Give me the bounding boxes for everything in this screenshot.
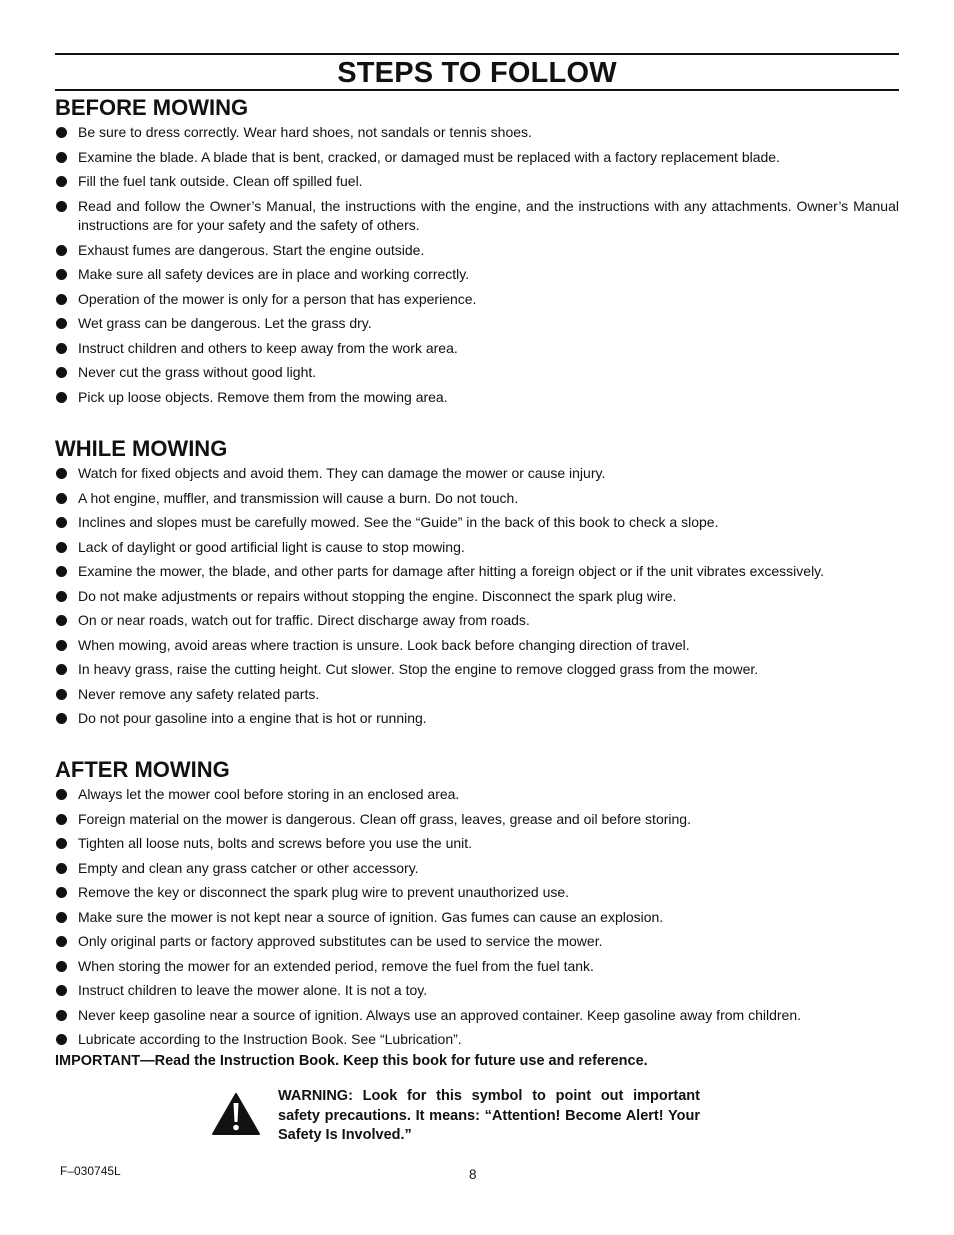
page-title: STEPS TO FOLLOW <box>337 57 617 89</box>
bullet-icon <box>56 985 67 996</box>
important-note: IMPORTANT—Read the Instruction Book. Keep this book for future use and reference. <box>55 1053 648 1069</box>
list-item: Inclines and slopes must be carefully mowed. See the “Guide” in the back of this book to check a slope. <box>55 513 899 533</box>
list-item: Do not pour gasoline into a engine that is hot or running. <box>55 709 899 729</box>
list-item: Fill the fuel tank outside. Clean off spilled fuel. <box>55 172 899 192</box>
list-item: When storing the mower for an extended period, remove the fuel from the fuel tank. <box>55 957 899 977</box>
bullet-icon <box>56 493 67 504</box>
bullet-icon <box>56 664 67 675</box>
bullet-icon <box>56 789 67 800</box>
list-item: Empty and clean any grass catcher or other accessory. <box>55 859 899 879</box>
bullet-icon <box>56 640 67 651</box>
list-item: Do not make adjustments or repairs without stopping the engine. Disconnect the spark plug wire. <box>55 587 899 607</box>
list-item: Instruct children and others to keep away from the work area. <box>55 339 899 359</box>
list-item: Instruct children to leave the mower alone. It is not a toy. <box>55 981 899 1001</box>
list-item: Remove the key or disconnect the spark plug wire to prevent unauthorized use. <box>55 883 899 903</box>
list-item: On or near roads, watch out for traffic. Direct discharge away from roads. <box>55 611 899 631</box>
bullet-icon <box>56 176 67 187</box>
bullet-icon <box>56 591 67 602</box>
list-item: In heavy grass, raise the cutting height. Cut slower. Stop the engine to remove clogged grass from the mower. <box>55 660 899 680</box>
list-item: Exhaust fumes are dangerous. Start the engine outside. <box>55 241 899 261</box>
bullet-icon <box>56 294 67 305</box>
bullet-icon <box>56 566 67 577</box>
list-item: Be sure to dress correctly. Wear hard shoes, not sandals or tennis shoes. <box>55 123 899 143</box>
bullet-icon <box>56 615 67 626</box>
section-while-mowing <box>55 436 899 734</box>
section-heading: BEFORE MOWING <box>55 95 249 120</box>
bullet-icon <box>56 152 67 163</box>
bullet-icon <box>56 392 67 403</box>
warning-text: WARNING: Look for this symbol to point out important safety precautions. It means: “Attention! Become Alert! Your Safety Is Involved.” <box>278 1088 700 1143</box>
list-item: Foreign material on the mower is dangerous. Clean off grass, leaves, grease and oil before storing. <box>55 810 899 830</box>
page-number: 8 <box>469 1167 477 1182</box>
list-item: Lubricate according to the Instruction Book. See “Lubrication”. <box>55 1030 899 1050</box>
bullet-icon <box>56 343 67 354</box>
section-heading: WHILE MOWING <box>55 436 228 461</box>
bullet-icon <box>56 1034 67 1045</box>
bullet-list <box>55 785 899 1050</box>
list-item: Pick up loose objects. Remove them from the mowing area. <box>55 388 899 408</box>
bullet-icon <box>56 318 67 329</box>
list-item: Never remove any safety related parts. <box>55 685 899 705</box>
section-before-mowing <box>55 95 899 412</box>
list-item: Only original parts or factory approved substitutes can be used to service the mower. <box>55 932 899 952</box>
bullet-list <box>55 464 899 729</box>
bullet-icon <box>56 689 67 700</box>
list-item: Always let the mower cool before storing in an enclosed area. <box>55 785 899 805</box>
list-item: Never cut the grass without good light. <box>55 363 899 383</box>
list-item: Make sure all safety devices are in place and working correctly. <box>55 265 899 285</box>
bullet-icon <box>56 863 67 874</box>
form-code: F–030745L <box>60 1164 121 1178</box>
title-bar <box>55 53 899 91</box>
list-item: Make sure the mower is not kept near a source of ignition. Gas fumes can cause an explosion. <box>55 908 899 928</box>
list-item: Operation of the mower is only for a person that has experience. <box>55 290 899 310</box>
section-heading: AFTER MOWING <box>55 757 230 782</box>
list-item: Never keep gasoline near a source of ignition. Always use an approved container. Keep gasoline away from children. <box>55 1006 899 1026</box>
list-item: Examine the mower, the blade, and other parts for damage after hitting a foreign object or if the unit vibrates excessively. <box>55 562 899 582</box>
bullet-icon <box>56 542 67 553</box>
list-item: When mowing, avoid areas where traction is unsure. Look back before changing direction of travel. <box>55 636 899 656</box>
section-after-mowing <box>55 757 899 1055</box>
bullet-icon <box>56 936 67 947</box>
bullet-icon <box>56 912 67 923</box>
bullet-icon <box>56 201 67 212</box>
bullet-icon <box>56 517 67 528</box>
list-item: A hot engine, muffler, and transmission will cause a burn. Do not touch. <box>55 489 899 509</box>
list-item: Read and follow the Owner’s Manual, the instructions with the engine, and the instructions with any attachments. Owner’s Manual instructions are for your safety and the safety of others. <box>55 197 899 236</box>
warning-triangle-icon <box>211 1092 261 1136</box>
list-item: Examine the blade. A blade that is bent, cracked, or damaged must be replaced with a factory replacement blade. <box>55 148 899 168</box>
bullet-icon <box>56 468 67 479</box>
bullet-icon <box>56 838 67 849</box>
bullet-list <box>55 123 899 407</box>
bullet-icon <box>56 269 67 280</box>
list-item: Lack of daylight or good artificial light is cause to stop mowing. <box>55 538 899 558</box>
list-item: Watch for fixed objects and avoid them. They can damage the mower or cause injury. <box>55 464 899 484</box>
bullet-icon <box>56 814 67 825</box>
bullet-icon <box>56 367 67 378</box>
bullet-icon <box>56 961 67 972</box>
bullet-icon <box>56 1010 67 1021</box>
bullet-icon <box>56 887 67 898</box>
bullet-icon <box>56 713 67 724</box>
bullet-icon <box>56 245 67 256</box>
list-item: Wet grass can be dangerous. Let the grass dry. <box>55 314 899 334</box>
bullet-icon <box>56 127 67 138</box>
list-item: Tighten all loose nuts, bolts and screws before you use the unit. <box>55 834 899 854</box>
